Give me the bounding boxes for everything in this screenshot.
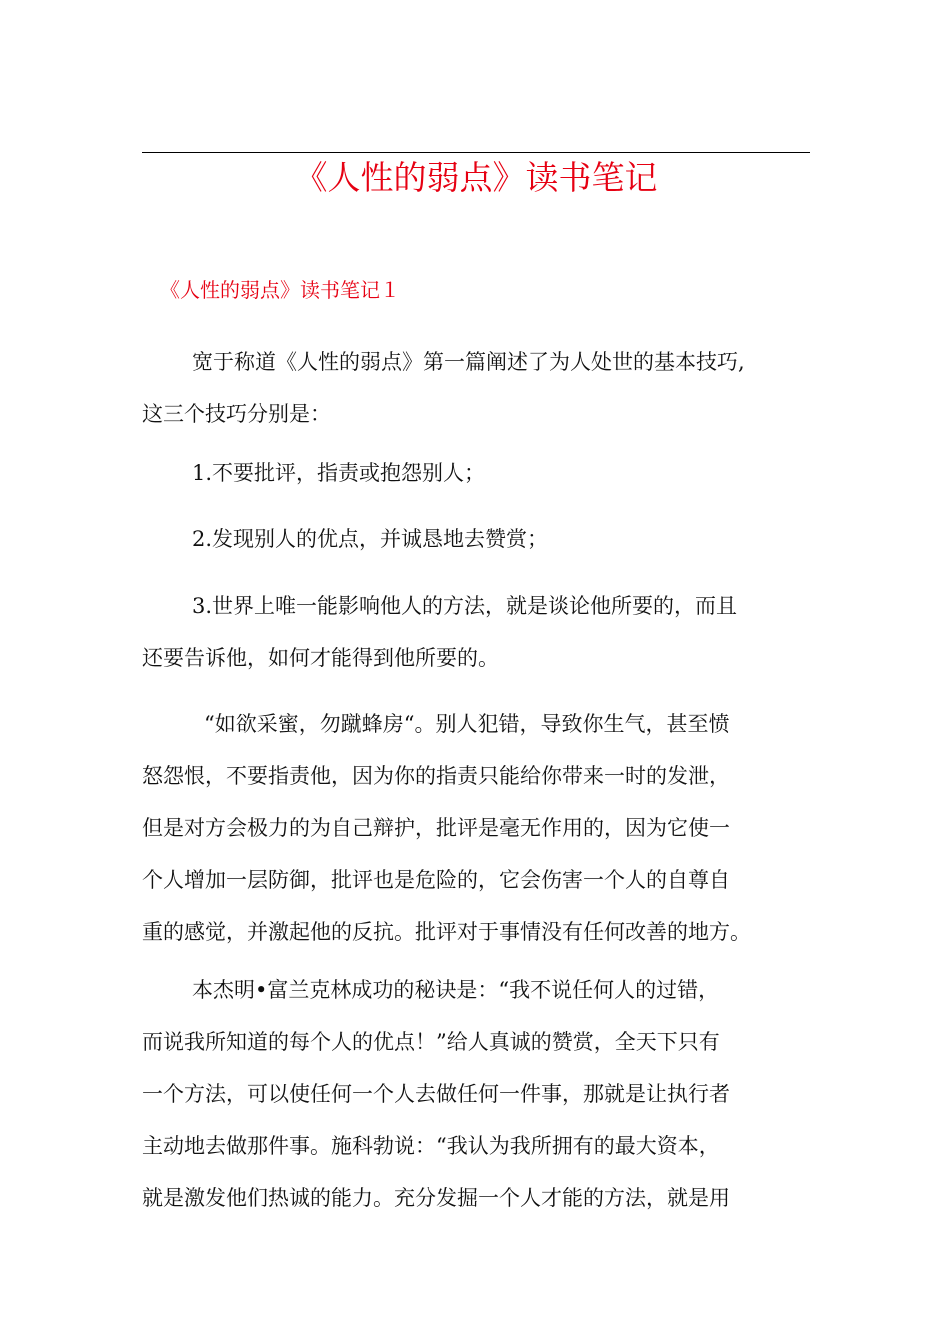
- paragraph-line: 这三个技巧分别是：: [142, 402, 331, 426]
- paragraph-line: 而说我所知道的每个人的优点！”给人真诚的赞赏，全天下只有: [142, 1030, 720, 1054]
- paragraph-intro: [142, 336, 810, 440]
- paragraph-franklin: [142, 964, 810, 1224]
- paragraph-line: 1.不要批评，指责或抱怨别人；: [192, 461, 486, 485]
- paragraph-line: 本杰明•富兰克林成功的秘诀是：“我不说任何人的过错，: [192, 978, 720, 1002]
- paragraph-line: 重的感觉，并激起他的反抗。批评对于事情没有任何改善的地方。: [142, 920, 751, 944]
- paragraph-criticism: [142, 698, 810, 958]
- paragraph-line: 一个方法，可以使任何一个人去做任何一件事，那就是让执行者: [142, 1082, 730, 1106]
- list-item-1: [142, 447, 810, 499]
- paragraph-line: 就是激发他们热诚的能力。充分发掘一个人才能的方法，就是用: [142, 1186, 730, 1210]
- list-item-2: [142, 513, 810, 565]
- paragraph-line: “如欲采蜜，勿蹴蜂房“。别人犯错，导致你生气，甚至愤: [204, 712, 730, 736]
- document-title: 《人性的弱点》读书笔记: [294, 158, 658, 197]
- list-item-3: [142, 580, 810, 684]
- section-heading: 《人性的弱点》读书笔记１: [160, 278, 400, 302]
- paragraph-line: 宽于称道《人性的弱点》第一篇阐述了为人处世的基本技巧,: [192, 350, 745, 374]
- paragraph-line: 还要告诉他，如何才能得到他所要的。: [142, 646, 499, 670]
- paragraph-line: 3.世界上唯一能影响他人的方法，就是谈论他所要的，而且: [192, 594, 738, 618]
- paragraph-line: 主动地去做那件事。施科勃说：“我认为我所拥有的最大资本，: [142, 1134, 720, 1158]
- paragraph-line: 但是对方会极力的为自己辩护，批评是毫无作用的，因为它使一: [142, 816, 730, 840]
- paragraph-line: 怒怨恨，不要指责他，因为你的指责只能给你带来一时的发泄，: [142, 764, 730, 788]
- paragraph-line: 个人增加一层防御，批评也是危险的，它会伤害一个人的自尊自: [142, 868, 730, 892]
- paragraph-line: 2.发现别人的优点，并诚恳地去赞赏；: [192, 527, 549, 551]
